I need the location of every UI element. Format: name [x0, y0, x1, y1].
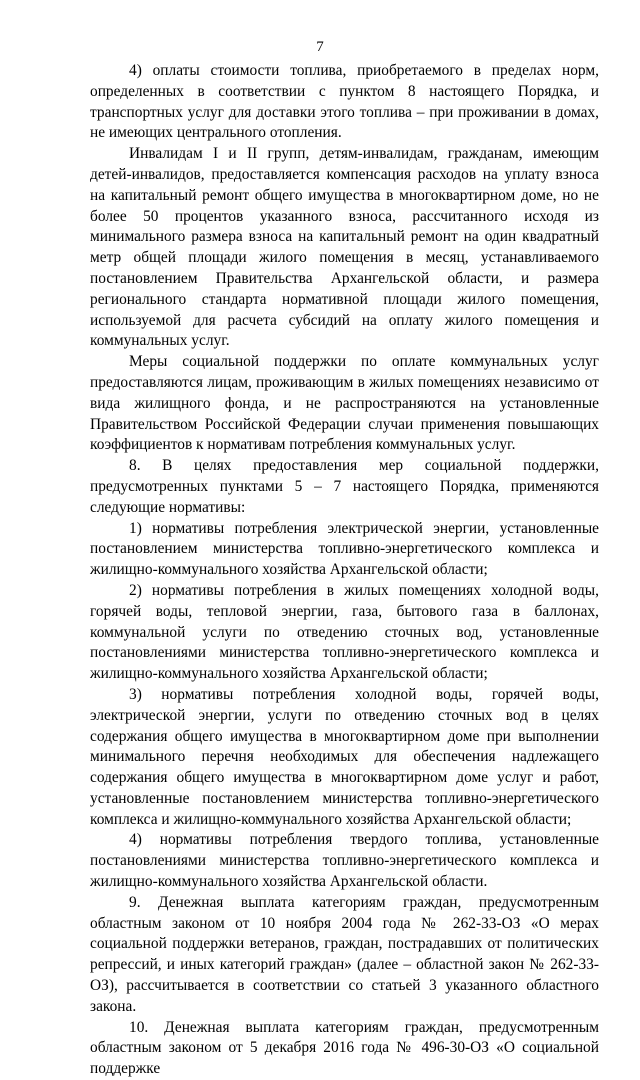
- page-number: 7: [316, 39, 324, 55]
- paragraph-item-4-fuel: 4) оплаты стоимости топлива, приобретаемого в пределах норм, определенных в соответствии с пунктом 8 настоящего Порядка, и транспортных услуг для доставки этого топлива – при проживании в домах, не имеющих центрального отопления.: [90, 62, 599, 142]
- paragraph-clause-8: 8. В целях предоставления мер социальной поддержки, предусмотренных пунктами 5 – 7 настоящего Порядка, применяются следующие нормативы:: [90, 457, 599, 516]
- paragraph-norm-2-residential: 2) нормативы потребления в жилых помещениях холодной воды, горячей воды, тепловой энергии, газа, бытового газа в баллонах, коммунальной услуги по отведению сточных вод, установленные постановлениями министерства топливно-энергетического комплекса и жилищно-коммунального хозяйства Архангельской области;: [90, 581, 599, 683]
- paragraph-utility-support-scope: Меры социальной поддержки по оплате коммунальных услуг предоставляются лицам, проживающим в жилых помещениях независимо от вида жилищного фонда, и не распространяются на установленные Правительством Российской Федерации случаи применения повышающих коэффициентов к нормативам потребления коммунальных услуг.: [90, 353, 599, 454]
- paragraph-norm-3-common-property: 3) нормативы потребления холодной воды, горячей воды, электрической энергии, услуги по отведению сточных вод в целях содержания общего имущества в многоквартирном доме при выполнении минимального перечня необходимых для обеспечения надлежащего содержания общего имущества в многоквартирном доме услуг и работ, установленные постановлением министерства топливно-энергетического комплекса и жилищно-коммунального хозяйства Архангельской области;: [90, 685, 599, 828]
- paragraph-clause-10: 10. Денежная выплата категориям граждан, предусмотренным областным законом от 5 декабря 2016 года № 496-30-ОЗ «О социальной поддержке: [90, 1018, 599, 1078]
- paragraph-clause-9: 9. Денежная выплата категориям граждан, предусмотренным областным законом от 10 ноября 2004 года № 262-33-ОЗ «О мерах социальной поддержки ветеранов, граждан, пострадавших от политических репрессий, и иных категорий граждан» (далее – областной закон № 262-33-ОЗ), рассчитывается в соответствии со статьей 3 указанного областного закона.: [90, 893, 599, 1015]
- paragraph-norm-1-electricity: 1) нормативы потребления электрической энергии, установленные постановлением министерства топливно-энергетического комплекса и жилищно-коммунального хозяйства Архангельской области;: [90, 519, 599, 579]
- document-body: [90, 61, 599, 1080]
- paragraph-disabled-compensation: Инвалидам I и II групп, детям-инвалидам, гражданам, имеющим детей-инвалидов, предоставляется компенсация расходов на уплату взноса на капитальный ремонт общего имущества в многоквартирном доме, но не более 50 процентов указанного взноса, рассчитанного исходя из минимального размера взноса на капитальный ремонт на один квадратный метр общей площади жилого помещения в месяц, устанавливаемого постановлением Правительства Архангельской области, и размера регионального стандарта нормативной площади жилого помещения, используемой для расчета субсидий на оплату жилого помещения и коммунальных услуг.: [90, 145, 599, 350]
- paragraph-norm-4-solid-fuel: 4) нормативы потребления твердого топлива, установленные постановлениями министерства топливно-энергетического комплекса и жилищно-коммунального хозяйства Архангельской области.: [90, 831, 599, 891]
